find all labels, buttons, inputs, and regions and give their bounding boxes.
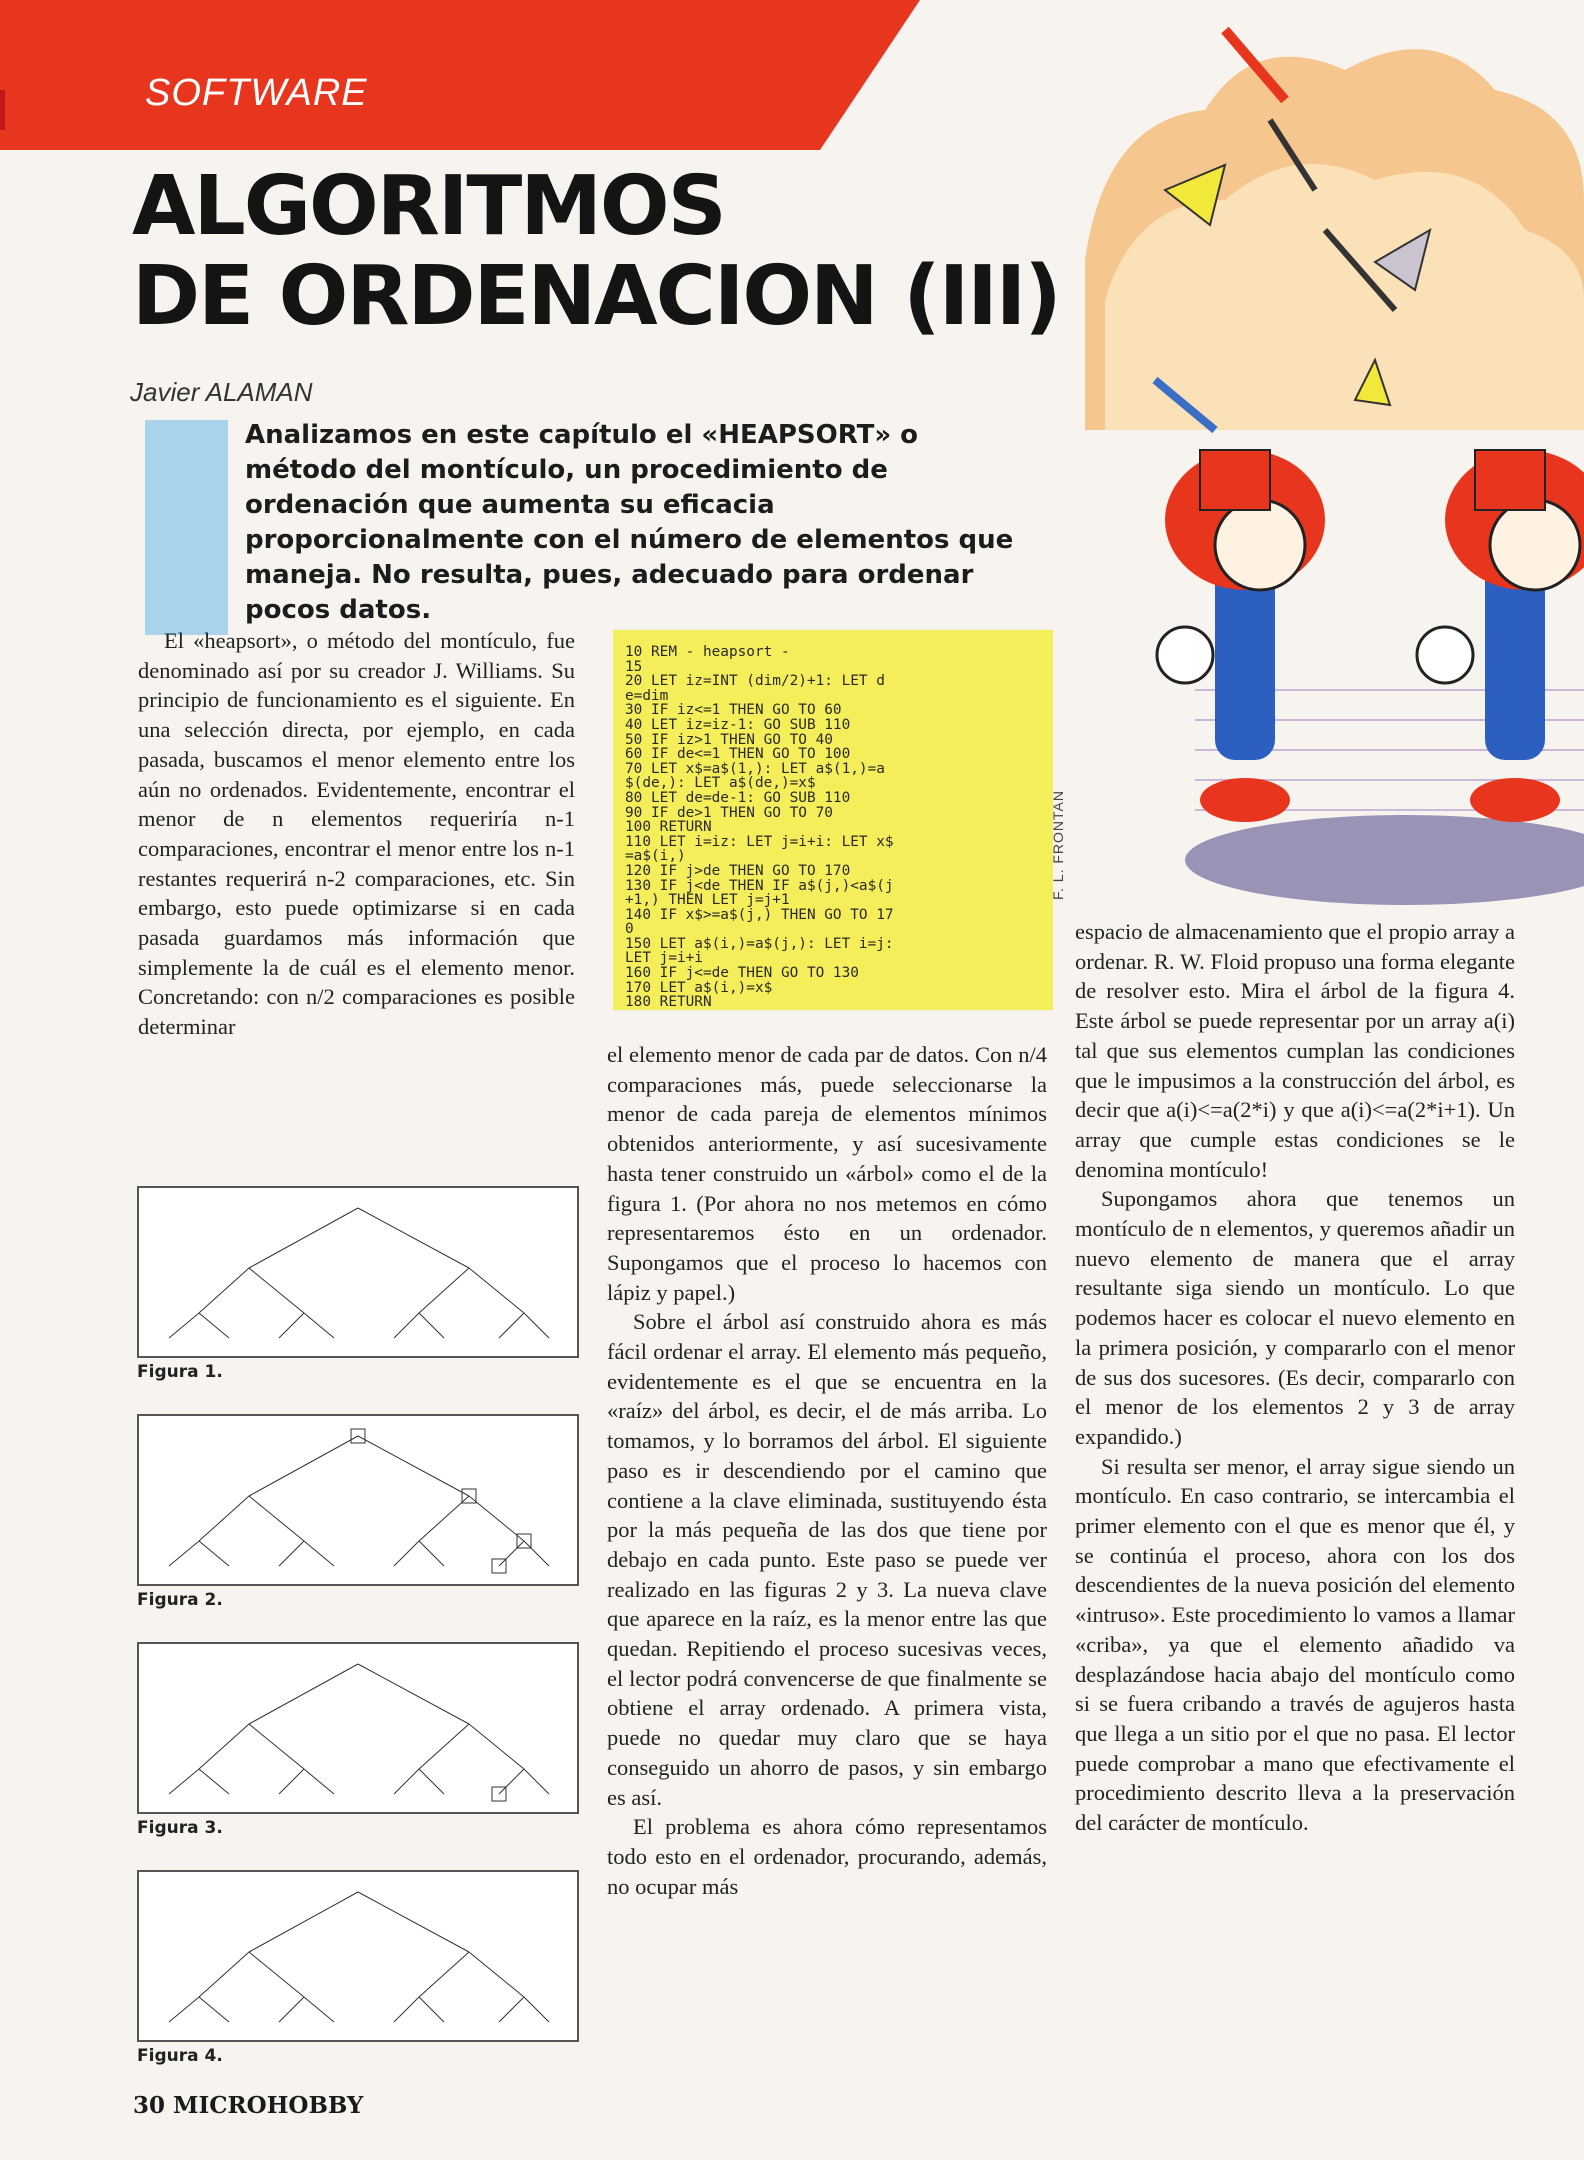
section-label: SOFTWARE: [145, 72, 368, 114]
paragraph: El problema es ahora cómo representamos todo esto en el ordenador, procurando, además, no ocupar más: [607, 1814, 1047, 1899]
paragraph: Si resulta ser menor, el array sigue siendo un montículo. En caso contrario, se intercambia el primer elemento con el que es menor que él, y se continúa el proceso, ahora con los dos descendientes de la nueva posición del elemento «intruso». Este procedimiento lo vamos a llamar «criba», ya que el elemento añadido va desplazándose hacia abajo del montículo como si se fuera cribando a través de agujeros hasta que llega a un sitio por el que no pasa. El lector puede comprobar a mano que efectivamente el procedimiento descrito lleva a la preservación del carácter de montículo.: [1075, 1453, 1515, 1836]
paragraph: espacio de almacenamiento que el propio array a ordenar. R. W. Floid propuso una forma elegante de resolver esto. Mira el árbol de la figura 4. Este árbol se puede representar por un array a(i) tal que sus elementos cumplan las condiciones que le impusimos a la construcción del árbol, es decir que a(i)<=a(2*i) y que a(i)<=a(2*i+1). Un array que cumple estas condiciones se le denomina montículo!: [1075, 919, 1515, 1182]
page-footer: 30 MICROHOBBY: [133, 2092, 364, 2119]
column-1: [138, 626, 575, 1042]
column-3: [1075, 917, 1515, 1838]
figure-1-caption: Figura 1.: [137, 1362, 223, 1382]
column-2: [607, 1040, 1047, 1901]
illustration-credit: F. L. FRONTAN: [1050, 790, 1066, 900]
figure-3-caption: Figura 3.: [137, 1818, 223, 1838]
figure-2: [137, 1414, 579, 1586]
section-banner: [0, 0, 920, 150]
figure-1: [137, 1186, 579, 1358]
tree-diagram: [139, 1416, 577, 1584]
code-listing: 10 REM - heapsort - 15 20 LET iz=INT (dim/2)+1: LET d e=dim 30 IF iz<=1 THEN GO TO 60 40 LET iz=iz-1: GO SUB 110 50 IF iz>1 THEN GO TO 40 60 IF de<=1 THEN GO TO 100 70 LET x$=a$(1,): LET a$(1,)=a $(de,): LET a$(de,)=x$ 80 LET de=de-1: GO SUB 110 90 IF de>1 THEN GO TO 70 100 RETURN 110 LET i=iz: LET j=i+i: LET x$ =a$(i,) 120 IF j>de THEN GO TO 170 130 IF j<de THEN IF a$(j,)<a$(j +1,) THEN LET j=j+1 140 IF x$>=a$(j,) THEN GO TO 17 0 150 LET a$(i,)=a$(j,): LET i=j: LET j=i+i 160 IF j<=de THEN GO TO 130 170 LET a$(i,)=x$ 180 RETURN: [625, 644, 894, 1011]
tree-diagram: [139, 1872, 577, 2040]
author-byline: Javier ALAMAN: [130, 377, 313, 407]
figure-4: [137, 1870, 579, 2042]
article-title-line1: ALGORITMOS: [132, 159, 725, 254]
paragraph: Sobre el árbol así construido ahora es más fácil ordenar el array. El elemento más pequeño, evidentemente es el que se encuentra en la «raíz» del árbol, es decir, el de más arriba. Lo tomamos, y lo borramos del árbol. El siguiente paso es ir descendiendo por el camino que contiene a la clave eliminada, sustituyendo ésta por la más pequeña de las dos que tiene por debajo en cada punto. Este paso se puede ver realizado en las figuras 2 y 3. La nueva clave que aparece en la raíz, es la menor entre las que quedan. Repitiendo el proceso sucesivas veces, el lector podrá convencerse de que finalmente se obtiene el array ordenado. A primera vista, puede no quedar muy claro que se haya conseguido un ahorro de pasos, y sin embargo es así.: [607, 1309, 1047, 1810]
tree-diagram: [139, 1188, 577, 1356]
paragraph: Supongamos ahora que tenemos un montículo de n elementos, y queremos añadir un nuevo elemento de manera que el array resultante siga siendo un montículo. Lo que podemos hacer es colocar el nuevo elemento en la primera posición, y compararlo con el menor de sus dos sucesores. (Es decir, compararlo con el menor de los elementos 2 y 3 de array expandido.): [1075, 1186, 1515, 1449]
paragraph: el elemento menor de cada par de datos. Con n/4 comparaciones más, puede seleccionarse la menor de cada pareja de elementos mínimos obtenidos anteriormente, y así sucesivamente hasta tener construido un «árbol» como el de la figura 1. (Por ahora no nos metemos en cómo representaremos ésto en un ordenador. Supongamos que el proceso lo hacemos con lápiz y papel.): [607, 1042, 1047, 1305]
paragraph: El «heapsort», o método del montículo, fue denominado así por su creador J. Williams. Su principio de funcionamiento es el siguiente. En una selección directa, por ejemplo, en cada pasada, buscamos el menor elemento entre los aún no ordenados. Evidentemente, encontrar el menor de n elementos requeriría n-1 comparaciones, encontrar el menor entre los n-1 restantes requerirá n-2 comparaciones, etc. Sin embargo, esto puede optimizarse si en cada pasada guardamos más información que simplemente la de cuál es el elemento menor. Concretando: con n/2 comparaciones es posible determinar: [138, 628, 575, 1040]
cartoon-illustration: [1075, 0, 1584, 910]
intro-lead: Analizamos en este capítulo el «HEAPSORT» o método del montículo, un procedimiento de ordenación que aumenta su eficacia proporcionalmente con el número de elementos que maneja. No resulta, pues, adecuado para ordenar pocos datos.: [245, 420, 1014, 625]
page-edge-mark: [0, 90, 5, 130]
figure-2-caption: Figura 2.: [137, 1590, 223, 1610]
figure-4-caption: Figura 4.: [137, 2046, 223, 2066]
intro-accent-box: [145, 420, 228, 635]
figure-3: [137, 1642, 579, 1814]
tree-diagram: [139, 1644, 577, 1812]
article-title-line2: DE ORDENACION (III): [132, 249, 1060, 344]
